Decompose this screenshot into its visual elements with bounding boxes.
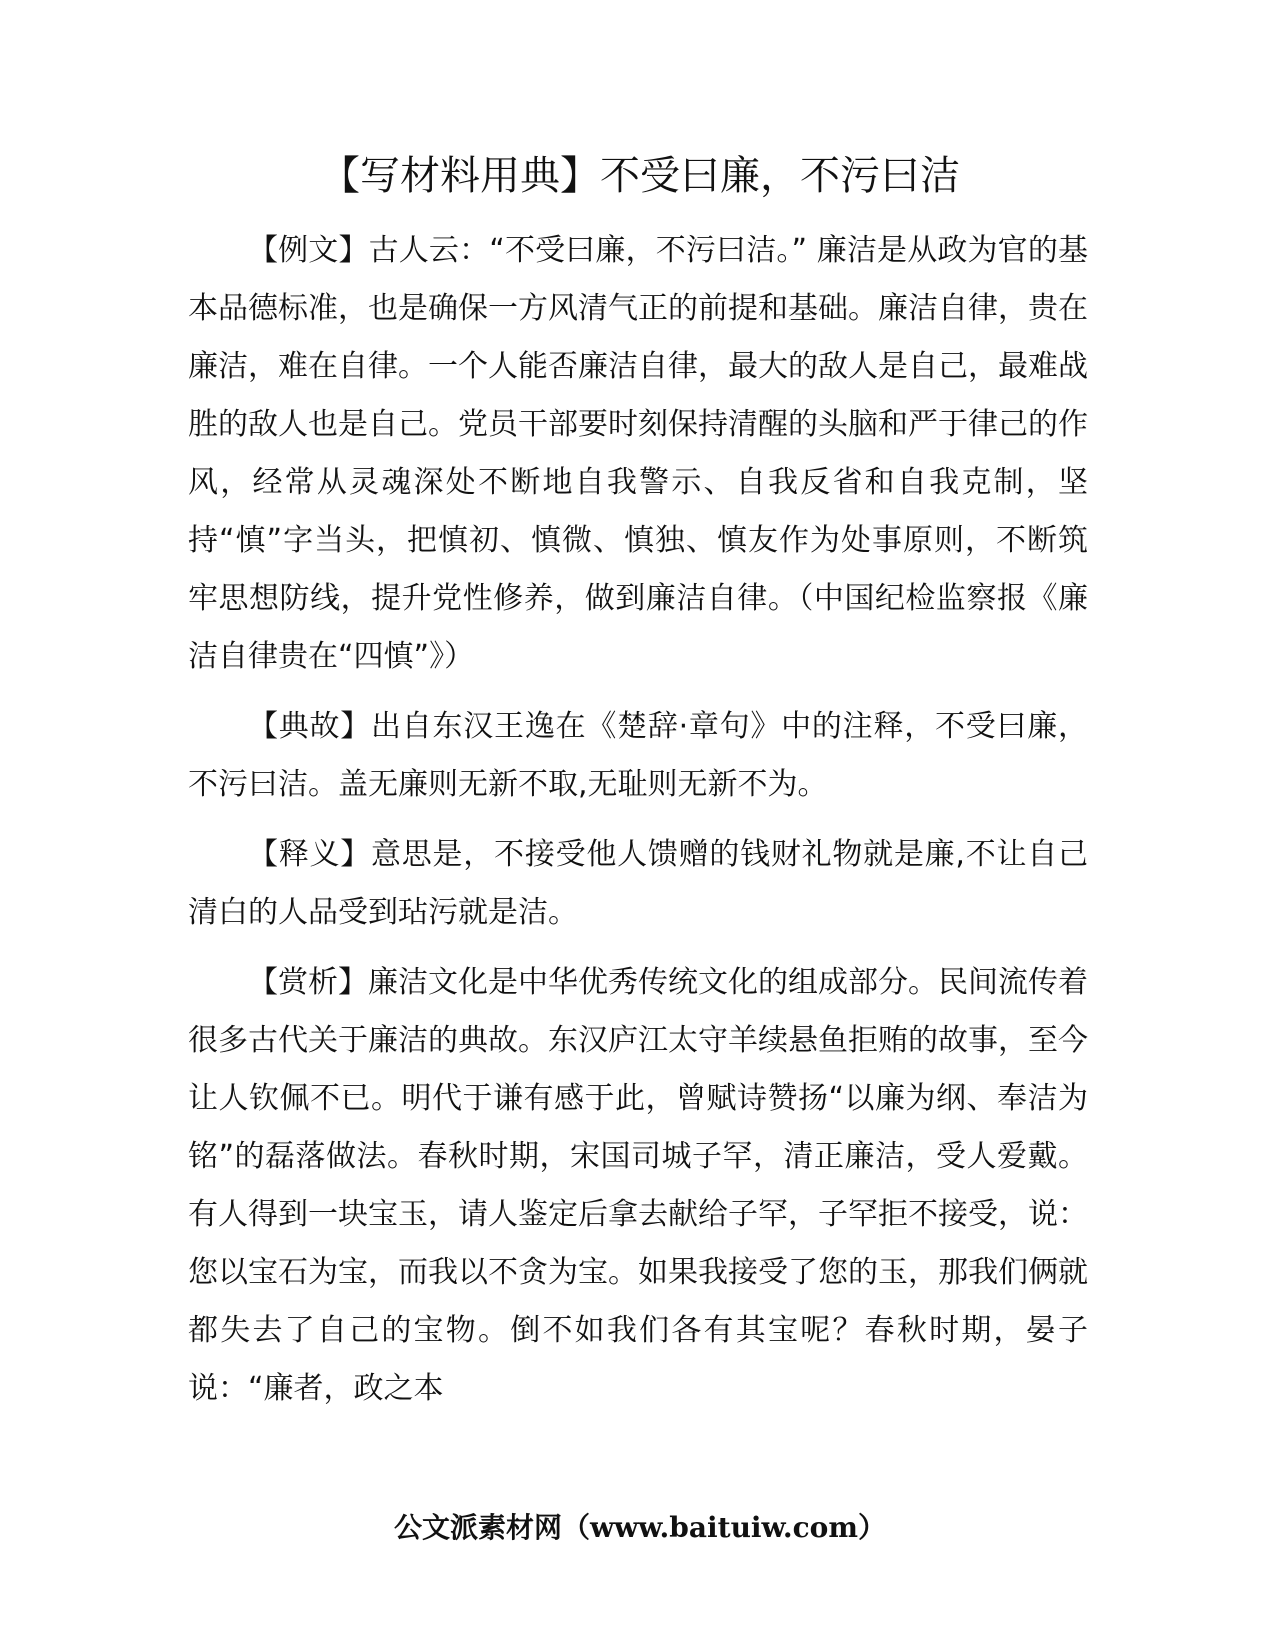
footer-source: 公文派素材网（www.baituiw.com） <box>394 1511 886 1544</box>
paragraph-meaning: 【释义】意思是，不接受他人馈赠的钱财礼物就是廉,不让自己清白的人品受到玷污就是洁。 <box>188 837 1088 930</box>
paragraph-allusion: 【典故】出自东汉王逸在《楚辞·章句》中的注释，不受曰廉，不污曰洁。盖无廉则无新不取,无耻则无新不为。 <box>188 709 1088 802</box>
document-title: 【写材料用典】不受曰廉，不污曰洁 <box>320 153 960 199</box>
paragraph-example: 【例文】古人云：“不受曰廉，不污曰洁。” 廉洁是从政为官的基本品德标准，也是确保一方风清气正的前提和基础。廉洁自律，贵在廉洁，难在自律。一个人能否廉洁自律，最大的敌人是自己，最难战胜的敌人也是自己。党员干部要时刻保持清醒的头脑和严于律己的作风，经常从灵魂深处不断地自我警示、自我反省和自我克制，坚持“慎”字当头，把慎初、慎微、慎独、慎友作为处事原则，不断筑牢思想防线，提升党性修养，做到廉洁自律。（中国纪检监察报《廉洁自律贵在“四慎”》） <box>188 233 1088 674</box>
document-body <box>188 222 1088 1418</box>
paragraph-appreciation: 【赏析】廉洁文化是中华优秀传统文化的组成部分。民间流传着很多古代关于廉洁的典故。东汉庐江太守羊续悬鱼拒贿的故事，至今让人钦佩不已。明代于谦有感于此，曾赋诗赞扬“以廉为纲、奉洁为铭”的磊落做法。春秋时期，宋国司城子罕，清正廉洁，受人爱戴。有人得到一块宝玉，请人鉴定后拿去献给子罕，子罕拒不接受，说：您以宝石为宝，而我以不贪为宝。如果我接受了您的玉，那我们俩就都失去了自己的宝物。倒不如我们各有其宝呢？春秋时期，晏子说：“廉者，政之本 <box>188 965 1088 1406</box>
